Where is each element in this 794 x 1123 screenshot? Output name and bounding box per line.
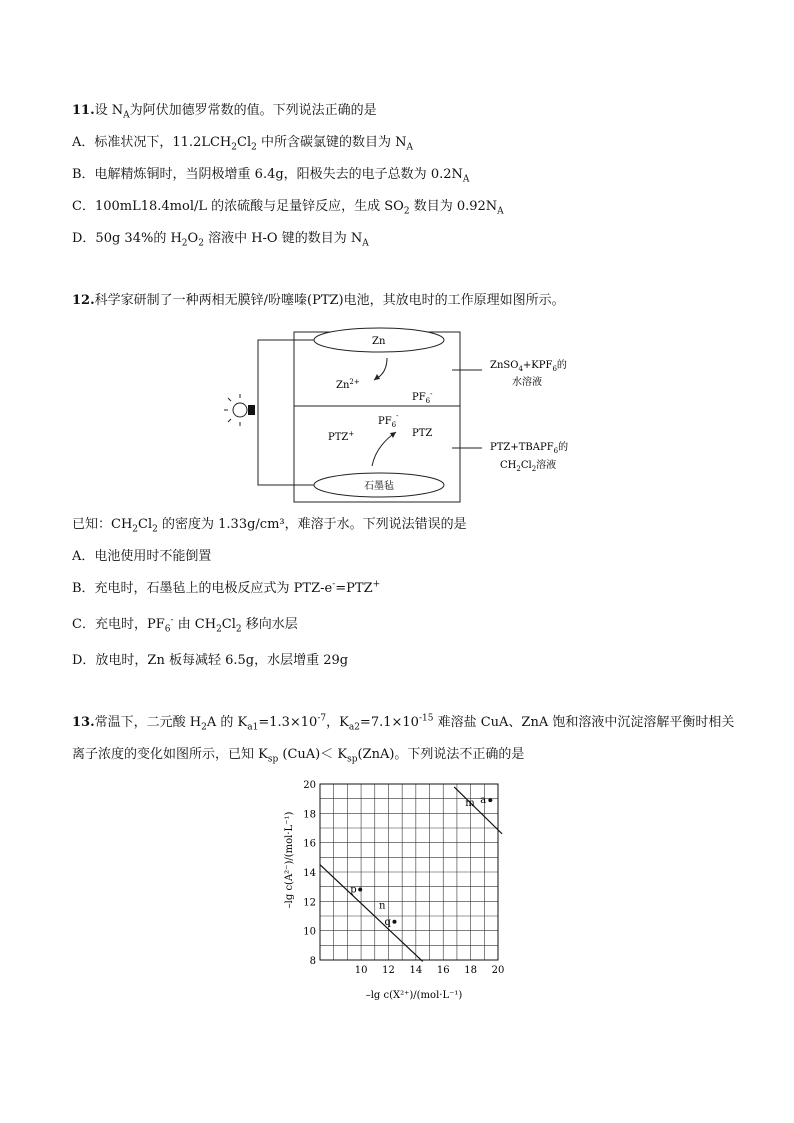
q11-option-a: [72, 134, 413, 152]
x-tick-label: 18: [464, 965, 477, 976]
bottom-solution-label-1: $PTZ+TBAPF_6$的: [490, 442, 569, 455]
q11-optc-t1: C．100mL18.4mol/L 的浓硫酸与足量锌反应，生成 SO: [72, 199, 404, 214]
point-p-label: p: [350, 884, 357, 896]
q13-stem-line2: [72, 746, 524, 764]
zn-label: Zn: [372, 336, 386, 347]
q12-number: 12.: [72, 293, 95, 308]
point-a-dot: [488, 798, 492, 802]
y-axis-label: –lg c(A²⁻)/(mol·L⁻¹): [284, 811, 295, 909]
q11-opta-s3: A: [406, 142, 413, 153]
q12-optc-t3: Cl: [221, 617, 236, 632]
q11-optb-s1: A: [462, 174, 470, 185]
wire-bottom: [258, 410, 314, 485]
chart-grid: [320, 784, 498, 960]
q11-opta-s2: 2: [251, 142, 257, 153]
q12-option-b: [72, 580, 380, 598]
q12-optc-sup: -: [170, 615, 174, 626]
q12-optc-t2: 由 CH: [173, 617, 217, 632]
q12-known-t3: 的密度为 1.33g/cm³，难溶于水。下列说法错误的是: [157, 517, 467, 532]
q12-known-t2: Cl: [138, 517, 153, 532]
ptz-arrow: [372, 432, 396, 466]
q11-optd-s3: A: [362, 238, 369, 249]
q13-s2-t2: (CuA)＜ K: [278, 747, 348, 762]
q11-optd-s2: 2: [198, 238, 204, 249]
q11-optd-t1: D．50g 34%的 H: [72, 231, 182, 246]
bulb-icon: [224, 394, 255, 426]
q11-stem-sub: A: [123, 110, 130, 121]
q11-option-b: [72, 166, 469, 184]
wire-top: [258, 340, 314, 410]
y-tick-label: 20: [303, 780, 316, 791]
ptz-plus: PTZ+: [328, 430, 355, 443]
x-tick-label: 20: [491, 965, 505, 976]
y-tick-label: 16: [303, 838, 316, 850]
q12-known-t1: 已知：CH: [72, 517, 133, 532]
y-tick-label: 10: [303, 926, 316, 938]
q13-s1-sup2: -15: [418, 713, 434, 724]
q11-optd-s1: 2: [181, 238, 188, 249]
q13-s1-t4: ，K: [326, 715, 349, 730]
solubility-chart: [284, 770, 540, 1010]
bottom-solution-label-2: $CH_2Cl_2$溶液: [500, 460, 557, 473]
q12-optc-t4: 移向水层: [241, 617, 298, 632]
graphite-label: 石墨毡: [364, 481, 394, 492]
q13-s1-t2: A 的 K: [206, 715, 248, 730]
q13-s1-sub3: a2: [348, 722, 360, 733]
battery-diagram: [224, 330, 584, 512]
q13-s2-t3: (ZnA)。下列说法不正确的是: [357, 747, 525, 762]
x-tick-label: 12: [382, 965, 395, 976]
q12-opta-text: A．电池使用时不能倒置: [72, 549, 212, 564]
point-p-dot: [358, 888, 362, 892]
ptz-label: PTZ: [412, 428, 433, 439]
q11-optd-t2: O: [187, 231, 199, 246]
q12-option-a: [72, 548, 211, 566]
pf6-mid: $PF_6^-$: [378, 412, 399, 429]
point-q-dot: [392, 920, 396, 924]
q12-optc-s2: 2: [216, 624, 222, 635]
q12-optb-t1: B．充电时，石墨毡上的电极反应式为 PTZ-e: [72, 581, 333, 596]
q13-s1-t6: 难溶盐 CuA、ZnA 饱和溶液中沉淀溶解平衡时相关: [433, 715, 735, 730]
q11-opta-t2: Cl: [237, 135, 252, 150]
q12-option-d: [72, 652, 348, 670]
y-tick-label: 12: [303, 897, 316, 909]
q12-optc-s1: 6: [164, 624, 171, 635]
q11-option-d: [72, 230, 369, 248]
q11-optc-t2: 数目为 0.92N: [409, 199, 498, 214]
q12-option-c: [72, 616, 298, 634]
q11-stem-text2: 为阿伏加德罗常数的值。下列说法正确的是: [129, 103, 377, 118]
q12-stem-text: 科学家研制了一种两相无膜锌/吩噻嗪(PTZ)电池，其放电时的工作原理如图所示。: [94, 293, 565, 308]
q11-optd-t3: 溶液中 H-O 键的数目为 N: [203, 231, 363, 246]
chart-points: [350, 795, 492, 928]
point-n-label: n: [378, 900, 386, 912]
q13-s1-sub1: 2: [201, 722, 207, 733]
y-tick-label: 8: [309, 956, 316, 967]
q11-optc-s1: 2: [403, 206, 410, 217]
q11-opta-t3: 中所含碳氯键的数目为 N: [256, 135, 407, 150]
q11-stem: [72, 102, 377, 120]
q12-optc-s3: 2: [235, 624, 242, 635]
q13-s2-t1: 离子浓度的变化如图所示，已知 K: [72, 747, 268, 762]
q11-number: 11.: [72, 103, 95, 118]
q12-known-s2: 2: [152, 524, 158, 535]
q12-known: [72, 516, 467, 534]
q13-s1-sup1: -7: [317, 713, 327, 724]
q12-optb-sup2: +: [372, 579, 381, 590]
q11-option-c: [72, 198, 504, 216]
q11-stem-text: 设 N: [94, 103, 124, 118]
y-tick-label: 14: [303, 868, 316, 879]
q13-s1-t3: =1.3×10: [258, 715, 318, 730]
q12-optb-t2: =PTZ: [335, 581, 373, 596]
pf6-top: $PF_6^-$: [412, 390, 433, 405]
q13-number: 13.: [72, 715, 95, 730]
point-q-label: q: [384, 916, 391, 928]
q12-known-s1: 2: [132, 524, 139, 535]
q12-stem: [72, 292, 565, 310]
x-axis-label: –lg c(X²⁺)/(mol·L⁻¹): [365, 990, 463, 1001]
x-tick-label: 14: [409, 965, 423, 976]
q13-stem-line1: [72, 714, 734, 732]
top-solution-label-1: $ZnSO_4+KPF_6$的: [490, 360, 567, 373]
q13-s2-sub1: sp: [267, 754, 279, 765]
q11-opta-t1: A．标准状况下，11.2LCH: [72, 135, 232, 150]
zn2-ion: $Zn^{2+}$: [336, 378, 360, 391]
q13-s1-sub2: a1: [247, 722, 259, 733]
y-tick-labels: [303, 780, 316, 967]
top-solution-label-2: 水溶液: [512, 377, 542, 388]
q13-s1-t1: 常温下，二元酸 H: [94, 715, 202, 730]
point-a-label: a: [480, 795, 487, 807]
q13-s2-sub2: sp: [347, 754, 358, 765]
q12-optd-text: D．放电时，Zn 板每减轻 6.5g，水层增重 29g: [72, 653, 349, 668]
x-tick-label: 16: [436, 965, 450, 976]
series-line-2: [454, 787, 502, 834]
q11-opta-s1: 2: [231, 142, 237, 153]
y-tick-label: 18: [303, 809, 316, 821]
point-m-label: m: [465, 798, 475, 809]
q11-optb-t1: B．电解精炼铜时，当阴极增重 6.4g，阳极失去的电子总数为 0.2N: [72, 167, 463, 182]
x-tick-labels: [355, 965, 505, 976]
series-line-1: [320, 865, 423, 962]
q13-s1-t5: =7.1×10: [359, 715, 419, 730]
q12-optc-t1: C．充电时，PF: [72, 617, 165, 632]
q12-optb-sup1: -: [332, 579, 336, 590]
q11-optc-s2: A: [497, 206, 504, 217]
x-tick-label: 10: [354, 965, 368, 976]
